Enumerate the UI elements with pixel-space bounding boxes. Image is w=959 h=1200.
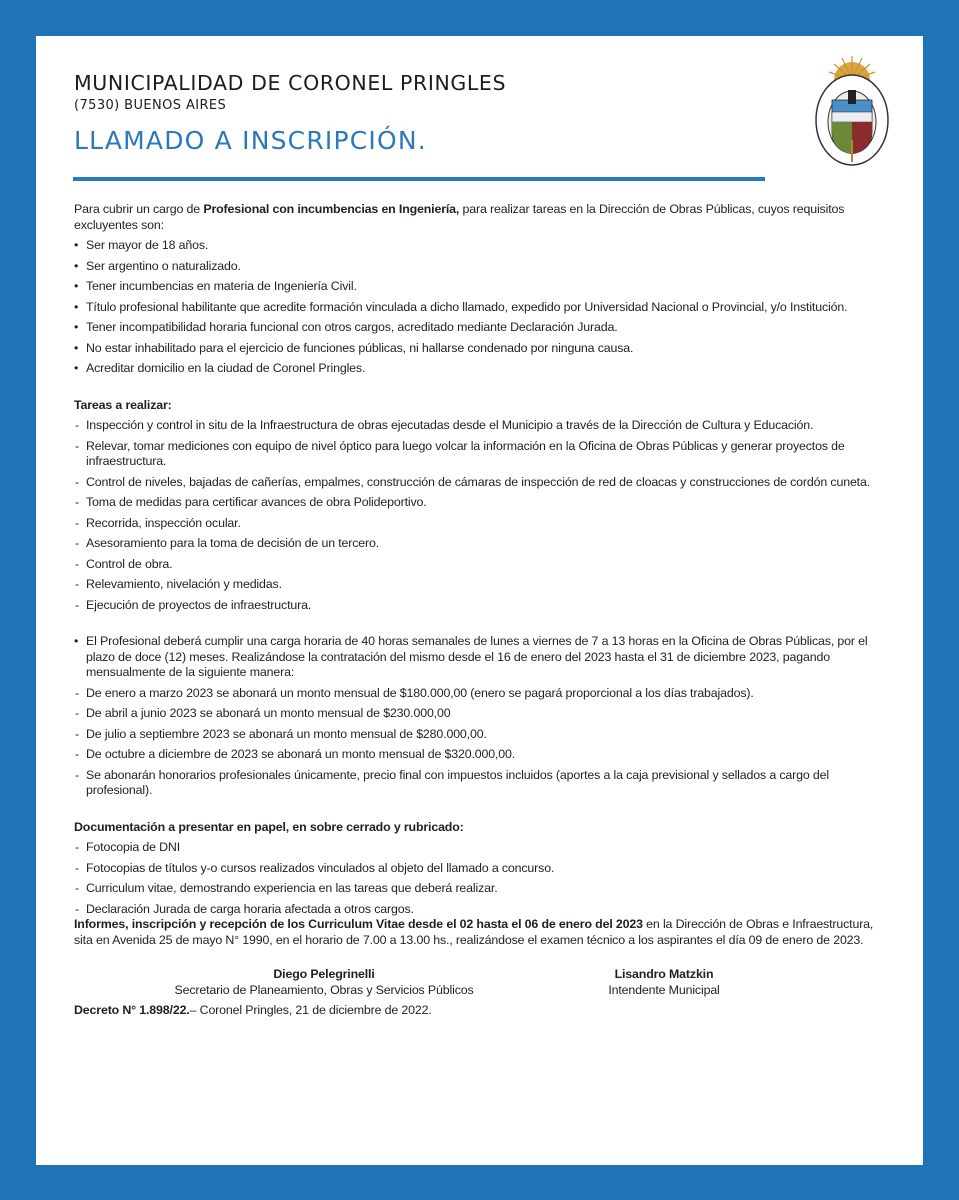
signatory-name: Lisandro Matzkin <box>614 967 714 981</box>
payment-item: - De enero a marzo 2023 se abonará un monto mensual de $180.000,00 (enero se pagará proporcional a los días trabajados). <box>74 686 892 702</box>
task-item: - Inspección y control in situ de la Infraestructura de obras ejecutadas desde el Municipio a través de la Dirección de Cultura y Educación. <box>74 418 892 434</box>
intro-paragraph <box>74 202 892 233</box>
decree-line <box>74 1003 892 1019</box>
task-item: - Asesoramiento para la toma de decisión de un tercero. <box>74 536 892 552</box>
requirement-item: • Ser mayor de 18 años. <box>74 238 892 254</box>
requirement-item: • Título profesional habilitante que acredite formación vinculada a dicho llamado, expedido por Universidad Nacional o Provincial, y/o Institución. <box>74 300 892 316</box>
requirement-item: • Acreditar domicilio en la ciudad de Coronel Pringles. <box>74 361 892 377</box>
header <box>74 70 774 177</box>
payment-item: - De julio a septiembre 2023 se abonará un monto mensual de $280.000,00. <box>74 727 892 743</box>
info-dates: Informes, inscripción y recepción de los Curriculum Vitae desde el 02 hasta el 06 de enero del 2023 <box>74 917 643 931</box>
payment-item: - De abril a junio 2023 se abonará un monto mensual de $230.000,00 <box>74 706 892 722</box>
task-item: - Recorrida, inspección ocular. <box>74 516 892 532</box>
info-paragraph <box>74 917 892 948</box>
conditions-main: • El Profesional deberá cumplir una carga horaria de 40 horas semanales de lunes a viernes de 7 a 13 horas en la Oficina de Obras Públicas, por el plazo de doce (12) meses. Realizándose la contratación del mismo desde el 16 de enero del 2023 hasta el 31 de diciembre 2023, pagando mensualmente de la siguiente manera: <box>74 634 892 681</box>
info-details: en la Dirección de Obras e Infraestructura, sita en Avenida 25 de mayo N° 1990, en el horario de 7.00 a 13.00 hs., realizándose el examen técnico a los aspirantes el día 09 de enero de 2023. <box>74 917 874 947</box>
task-item: - Relevamiento, nivelación y medidas. <box>74 577 892 593</box>
intro-position: Profesional con incumbencias en Ingeniería, <box>203 202 460 216</box>
documents-list <box>74 840 892 917</box>
task-item: - Relevar, tomar mediciones con equipo de nivel óptico para luego volcar la información en la Oficina de Obras Públicas y generar proyectos de infraestructura. <box>74 439 892 470</box>
document-item: - Fotocopia de DNI <box>74 840 892 856</box>
requirement-item: • No estar inhabilitado para el ejercicio de funciones públicas, ni hallarse condenado por ninguna causa. <box>74 341 892 357</box>
notice-body <box>74 202 892 1019</box>
municipal-seal-logo <box>812 50 892 180</box>
signature-secretary <box>114 967 534 998</box>
documents-heading: Documentación a presentar en papel, en sobre cerrado y rubricado: <box>74 819 464 834</box>
conditions-list <box>74 634 892 681</box>
tasks-list <box>74 418 892 613</box>
payment-item: - De octubre a diciembre de 2023 se abonará un monto mensual de $320.000,00. <box>74 747 892 763</box>
tasks-heading: Tareas a realizar: <box>74 397 172 412</box>
tasks-section <box>74 398 892 614</box>
documents-section <box>74 820 892 918</box>
requirement-item: • Tener incompatibilidad horaria funcional con otros cargos, acreditado mediante Declaración Jurada. <box>74 320 892 336</box>
task-item: - Toma de medidas para certificar avances de obra Polideportivo. <box>74 495 892 511</box>
task-item: - Control de niveles, bajadas de cañerías, empalmes, construcción de cámaras de inspección de red de cloacas y construcciones de cordón cuneta. <box>74 475 892 491</box>
signatures <box>74 967 892 1003</box>
document-item: - Declaración Jurada de carga horaria afectada a otros cargos. <box>74 902 892 918</box>
requirement-item: • Ser argentino o naturalizado. <box>74 259 892 275</box>
org-name: MUNICIPALIDAD DE CORONEL PRINGLES <box>74 71 507 95</box>
intro-prefix: Para cubrir un cargo de <box>74 202 204 216</box>
signatory-role: Secretario de Planeamiento, Obras y Servicios Públicos <box>174 982 474 997</box>
intro-suffix: para realizar tareas en la Dirección de Obras Públicas, cuyos requisitos excluyentes son: <box>74 202 845 232</box>
document-item: - Fotocopias de títulos y-o cursos realizados vinculados al objeto del llamado a concurso. <box>74 861 892 877</box>
title-divider <box>73 177 765 181</box>
org-city: (7530) BUENOS AIRES <box>74 98 227 113</box>
decree-place-date: – Coronel Pringles, 21 de diciembre de 2022. <box>189 1003 432 1017</box>
payments-list <box>74 686 892 799</box>
notice-card <box>36 36 923 1165</box>
signatory-role: Intendente Municipal <box>608 982 720 997</box>
decree-number: Decreto N° 1.898/22. <box>74 1003 190 1017</box>
document-item: - Curriculum vitae, demostrando experiencia en las tareas que deberá realizar. <box>74 881 892 897</box>
signatory-name: Diego Pelegrinelli <box>273 967 375 981</box>
page-title: LLAMADO A INSCRIPCIÓN. <box>74 126 427 155</box>
task-item: - Control de obra. <box>74 557 892 573</box>
signature-mayor <box>574 967 754 998</box>
conditions-section <box>74 634 892 799</box>
task-item: - Ejecución de proyectos de infraestructura. <box>74 598 892 614</box>
payment-item: - Se abonarán honorarios profesionales únicamente, precio final con impuestos incluidos (aportes a la caja previsional y sellados a cargo del profesional). <box>74 768 892 799</box>
requirements-list <box>74 238 892 377</box>
requirement-item: • Tener incumbencias en materia de Ingeniería Civil. <box>74 279 892 295</box>
